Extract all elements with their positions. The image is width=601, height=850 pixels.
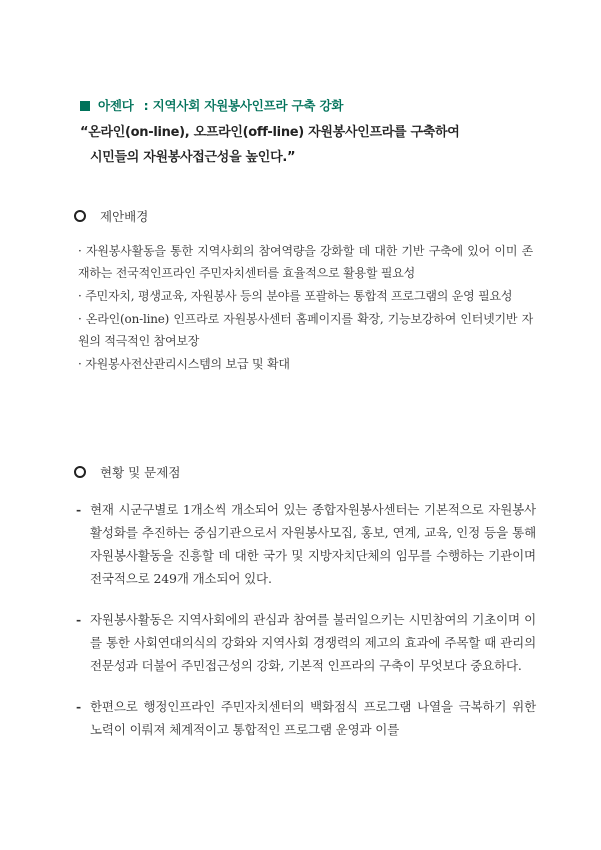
section-heading-status (74, 463, 180, 481)
section-1-title: 제안배경 (100, 209, 149, 224)
quote-line-2: 시민들의 자원봉사접근성을 높인다.” (90, 150, 296, 165)
status-dash-list (76, 498, 536, 759)
agenda-header (80, 96, 343, 114)
bullet-item: · 온라인(on-line) 인프라로 자원봉사센터 홈페이지를 확장, 기능보강하여 인터넷기반 자원의 적극적인 참여보장 (78, 312, 533, 348)
bullet-item: · 자원봉사전산관리시스템의 보급 및 확대 (78, 357, 290, 371)
dash-marker: - (76, 699, 82, 714)
agenda-label: 아젠다 (98, 98, 134, 113)
dash-item (76, 498, 536, 590)
dash-item-text: 자원봉사활동은 지역사회에의 관심과 참여를 불러일으키는 시민참여의 기초이며 이를 통한 사회연대의식의 강화와 지역사회 경쟁력의 제고의 효과에 주목할 때 관리의 전문성과 더불어 주민접근성의 강화, 기본적 인프라의 구축이 무엇보다 중요하다. (90, 612, 536, 673)
slogan-quote (80, 120, 550, 170)
bullet-item: · 자원봉사활동을 통한 지역사회의 참여역량을 강화할 데 대한 기반 구축에 있어 이미 존재하는 전국적인프라인 주민자치센터를 효율적으로 활용할 필요성 (78, 244, 533, 280)
quote-line-1: “온라인(on-line), 오프라인(off-line) 자원봉사인프라를 구축하여 (80, 125, 460, 140)
circle-bullet-icon (74, 210, 86, 222)
dash-marker: - (76, 502, 82, 517)
dash-item-text: 한편으로 행정인프라인 주민자치센터의 백화점식 프로그램 나열을 극복하기 위한 노력이 이뤄져 체계적이고 통합적인 프로그램 운영과 이를 (90, 699, 536, 737)
agenda-title: 지역사회 자원봉사인프라 구축 강화 (152, 98, 344, 113)
dash-item (76, 608, 536, 677)
background-bullet-list (78, 240, 533, 376)
dash-item-text: 현재 시군구별로 1개소씩 개소되어 있는 종합자원봉사센터는 기본적으로 자원봉사 활성화를 추진하는 중심기관으로서 자원봉사모집, 홍보, 연계, 교육, 인정 등을 통해 자원봉사활동을 진흥할 데 대한 국가 및 지방자치단체의 임무를 수행하는 기관이며 전국적으로 249개 개소되어 있다. (90, 502, 536, 586)
circle-bullet-icon (74, 466, 86, 478)
agenda-colon: : (143, 98, 149, 113)
section-heading-background (74, 207, 148, 225)
dash-item (76, 695, 536, 741)
dash-marker: - (76, 612, 82, 627)
section-2-title: 현황 및 문제점 (100, 465, 181, 480)
square-bullet-icon (80, 101, 90, 111)
bullet-item: · 주민자치, 평생교육, 자원봉사 등의 분야를 포괄하는 통합적 프로그램의 운영 필요성 (78, 289, 513, 303)
